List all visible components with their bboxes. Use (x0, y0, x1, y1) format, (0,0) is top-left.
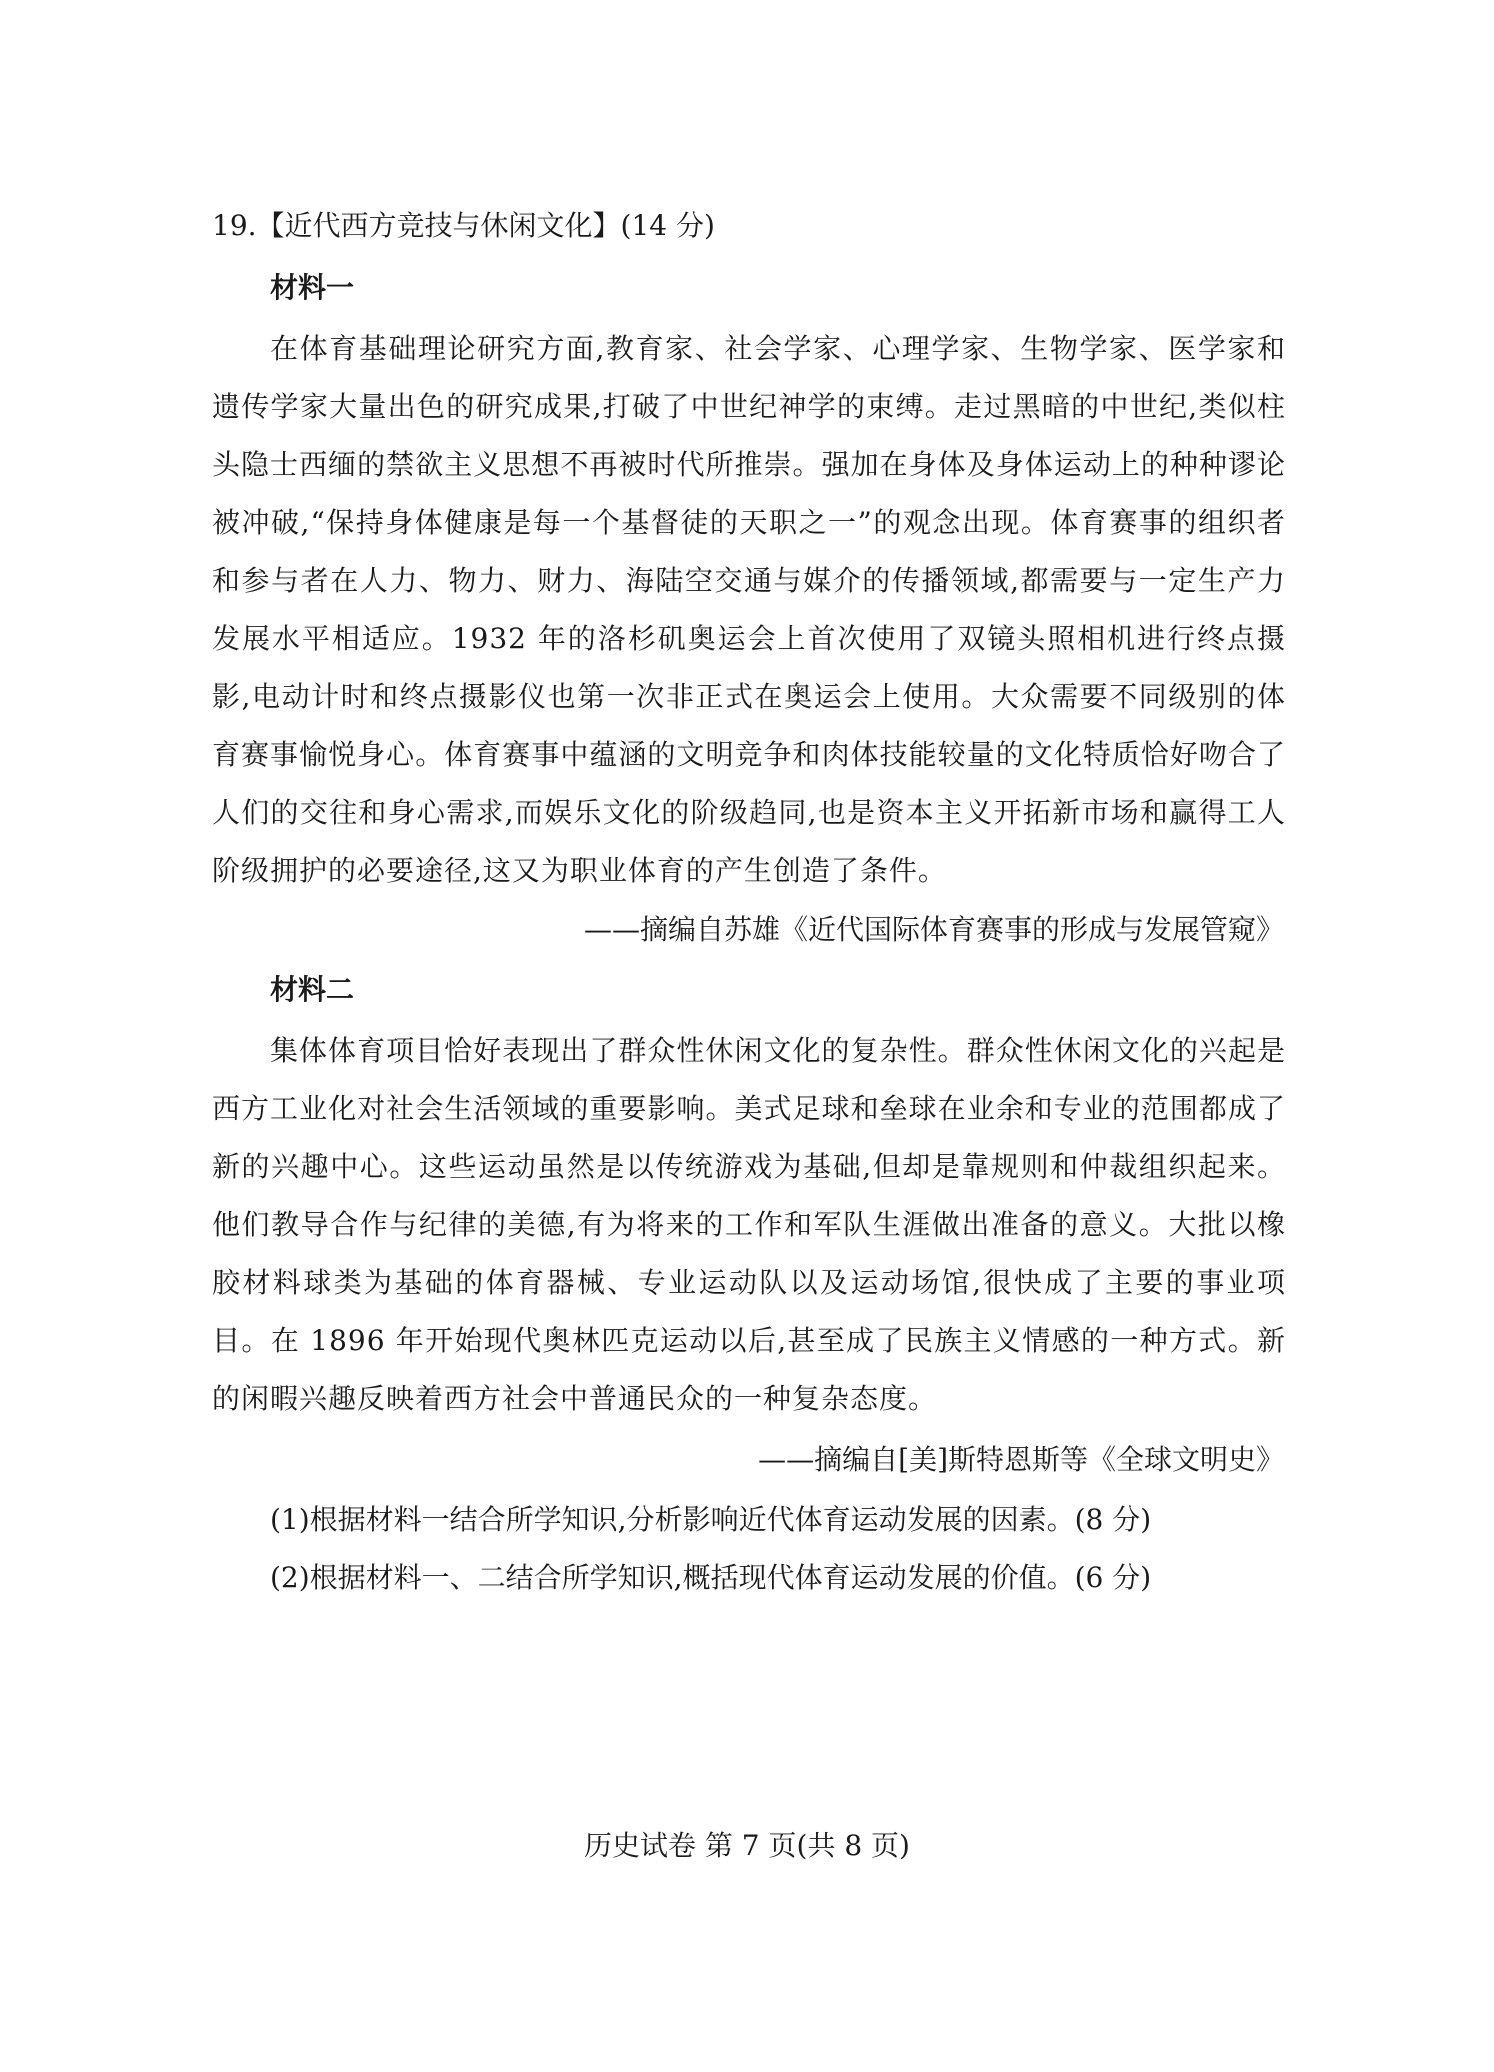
material-one-body: 在体育基础理论研究方面,教育家、社会学家、心理学家、生物学家、医学家和遗传学家大量出色的研究成果,打破了中世纪神学的束缚。走过黑暗的中世纪,类似柱头隐士西缅的禁欲主义思想不再被时代所推崇。强加在身体及身体运动上的种种谬论被冲破,“保持身体健康是每一个基督徒的天职之一”的观念出现。体育赛事的组织者和参与者在人力、物力、财力、海陆空交通与媒介的传播领域,都需要与一定生产力发展水平相适应。1932 年的洛杉矶奥运会上首次使用了双镜头照相机进行终点摄影,电动计时和终点摄影仪也第一次非正式在奥运会上使用。大众需要不同级别的体育赛事愉悦身心。体育赛事中蕴涵的文明竞争和肉体技能较量的文化特质恰好吻合了人们的交往和身心需求,而娱乐文化的阶级趋同,也是资本主义开拓新市场和赢得工人阶级拥护的必要途径,这又为职业体育的产生创造了条件。 (212, 332, 1286, 887)
sub-question-1: (1)根据材料一结合所学知识,分析影响近代体育运动发展的因素。(8 分) (270, 1503, 1152, 1536)
material-two-heading: 材料二 (270, 973, 355, 1006)
material-two-body: 集体体育项目恰好表现出了群众性休闲文化的复杂性。群众性休闲文化的兴起是西方工业化对社会生活领域的重要影响。美式足球和垒球在业余和专业的范围都成了新的兴趣中心。这些运动虽然是以传统游戏为基础,但却是靠规则和仲裁组织起来。他们教导合作与纪律的美德,有为将来的工作和军队生涯做出准备的意义。大批以橡胶材料球类为基础的体育器械、专业运动队以及运动场馆,很快成了主要的事业项目。在 1896 年开始现代奥林匹克运动以后,甚至成了民族主义情感的一种方式。新的闲暇兴趣反映着西方社会中普通民众的一种复杂态度。 (212, 1034, 1286, 1415)
material-one-heading: 材料一 (270, 271, 355, 304)
question-title: 19.【近代西方竞技与休闲文化】(14 分) (212, 209, 715, 242)
sub-question-2: (2)根据材料一、二结合所学知识,概括现代体育运动发展的价值。(6 分) (270, 1561, 1152, 1594)
page-footer: 历史试卷 第 7 页(共 8 页) (584, 1829, 910, 1862)
material-one-source: ——摘编自苏雄《近代国际体育赛事的形成与发展管窥》 (583, 913, 1284, 946)
material-two-source: ——摘编自[美]斯特恩斯等《全球文明史》 (758, 1443, 1284, 1476)
